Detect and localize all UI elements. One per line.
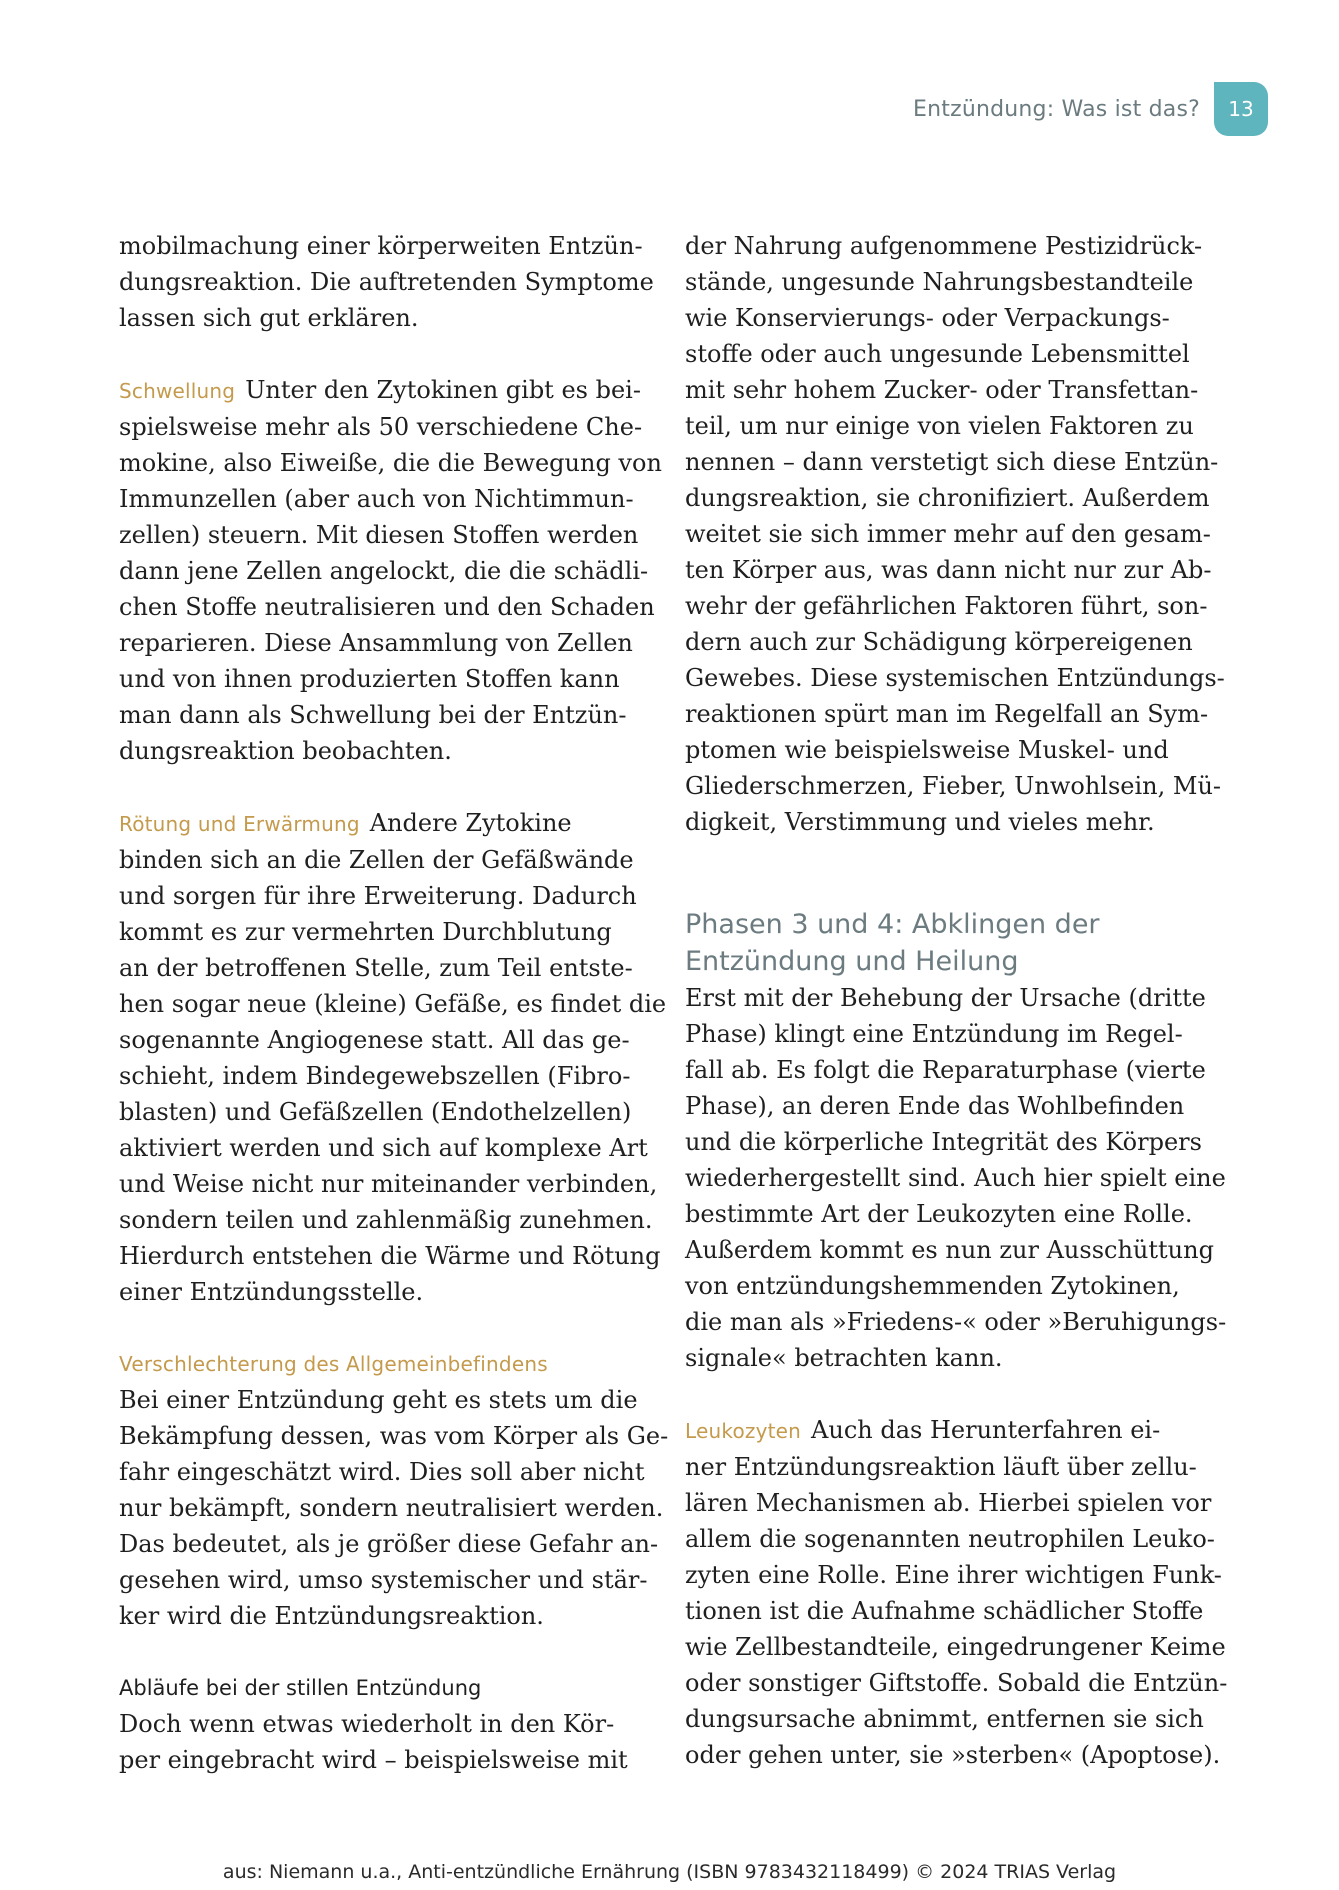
text-line: und von ihnen produzierten Stoffen kann <box>119 665 620 693</box>
text-line: von entzündungshemmenden Zytokinen, <box>685 1272 1180 1300</box>
text-line: schieht, indem Bindegewebszellen (Fibro- <box>119 1062 631 1090</box>
text-line: Bekämpfung dessen, was vom Körper als Ge- <box>119 1422 669 1450</box>
text-line: stoffe oder auch ungesunde Lebensmittel <box>685 340 1190 368</box>
text-line: Hierdurch entstehen die Wärme und Rötung <box>119 1242 661 1270</box>
text-line: ker wird die Entzündungsreaktion. <box>119 1602 544 1630</box>
redness-heading: Rötung und Erwärmung <box>119 812 360 836</box>
text-line: zyten eine Rolle. Eine ihrer wichtigen Funk- <box>685 1561 1222 1589</box>
silent-inflammation-paragraph <box>119 1670 634 1778</box>
text-line <box>119 805 634 842</box>
text-line: wehr der gefährlichen Faktoren führt, son- <box>685 592 1208 620</box>
intro-paragraph <box>119 228 654 336</box>
text-line: Das bedeutet, als je größer diese Gefahr an- <box>119 1530 659 1558</box>
swelling-paragraph <box>119 372 662 769</box>
text-line: Erst mit der Behebung der Ursache (dritte <box>685 984 1206 1012</box>
text-line: oder gehen unter, sie »sterben« (Apoptose). <box>685 1741 1221 1769</box>
text-line: ptomen wie beispielsweise Muskel- und <box>685 736 1169 764</box>
text-line-rest: Unter den Zytokinen gibt es bei- <box>245 376 641 404</box>
text-line: Gewebes. Diese systemischen Entzündungs- <box>685 664 1225 692</box>
text-line: wiederhergestellt sind. Auch hier spielt eine <box>685 1164 1226 1192</box>
text-line: die man als »Friedens-« oder »Beruhigungs- <box>685 1308 1227 1336</box>
text-line: lären Mechanismen ab. Hierbei spielen vor <box>685 1489 1212 1517</box>
text-line-rest: Auch das Herunterfahren ei- <box>811 1416 1161 1444</box>
text-line: signale« betrachten kann. <box>685 1344 1003 1372</box>
text-line: Phase) klingt eine Entzündung im Regel- <box>685 1020 1183 1048</box>
text-line: wie Zellbestandteile, eingedrungener Keime <box>685 1633 1226 1661</box>
section-title-phases <box>685 906 1205 980</box>
text-line: weitet sie sich immer mehr auf den gesam- <box>685 520 1211 548</box>
continuation-paragraph <box>685 228 1225 840</box>
text-line: einer Entzündungsstelle. <box>119 1278 424 1306</box>
text-line: kommt es zur vermehrten Durchblutung <box>119 918 612 946</box>
text-line: mit sehr hohem Zucker- oder Transfettan- <box>685 376 1199 404</box>
text-line: dungsursache abnimmt, entfernen sie sich <box>685 1705 1204 1733</box>
text-line: binden sich an die Zellen der Gefäßwände <box>119 846 634 874</box>
text-line: allem die sogenannten neutrophilen Leuko- <box>685 1525 1215 1553</box>
text-line: dungsreaktion, sie chronifiziert. Außerdem <box>685 484 1210 512</box>
section-title-line: Phasen 3 und 4: Abklingen der <box>685 909 1100 940</box>
text-line-rest: Andere Zytokine <box>369 809 572 837</box>
text-line: Phase), an deren Ende das Wohlbefinden <box>685 1092 1185 1120</box>
text-line: tionen ist die Aufnahme schädlicher Stoffe <box>685 1597 1204 1625</box>
page-header <box>913 84 1268 134</box>
text-line: dungsreaktion beobachten. <box>119 737 452 765</box>
text-line: sondern teilen und zahlenmäßig zunehmen. <box>119 1206 653 1234</box>
text-line: an der betroffenen Stelle, zum Teil entste- <box>119 954 633 982</box>
section-title-line: Entzündung und Heilung <box>685 946 1019 977</box>
text-line: und Weise nicht nur miteinander verbinden, <box>119 1170 658 1198</box>
text-line <box>685 1412 1205 1449</box>
wellbeing-heading: Verschlechterung des Allgemeinbefindens <box>119 1352 548 1376</box>
text-line: reparieren. Diese Ansammlung von Zellen <box>119 629 633 657</box>
text-line: reaktionen spürt man im Regelfall an Sym- <box>685 700 1209 728</box>
text-line: stände, ungesunde Nahrungsbestandteile <box>685 268 1194 296</box>
text-line: dungsreaktion. Die auftretenden Symptome <box>119 268 654 296</box>
copyright-footer: aus: Niemann u.a., Anti-entzündliche Ernährung (ISBN 9783432118499) © 2024 TRIAS Verlag <box>222 1861 1117 1883</box>
text-line: der Nahrung aufgenommene Pestizidrück- <box>685 232 1203 260</box>
swelling-heading: Schwellung <box>119 379 236 403</box>
text-line: zellen) steuern. Mit diesen Stoffen werden <box>119 521 639 549</box>
text-line: mokine, also Eiweiße, die die Bewegung von <box>119 449 662 477</box>
leukocytes-heading: Leukozyten <box>685 1419 802 1443</box>
text-line: dann jene Zellen angelockt, die die schädli- <box>119 557 649 585</box>
text-line: ten Körper aus, was dann nicht nur zur Ab- <box>685 556 1212 584</box>
text-line: nur bekämpft, sondern neutralisiert werden. <box>119 1494 664 1522</box>
text-line: sogenannte Angiogenese statt. All das ge- <box>119 1026 630 1054</box>
running-title: Entzündung: Was ist das? <box>913 96 1200 122</box>
text-line: spielsweise mehr als 50 verschiedene Che- <box>119 413 643 441</box>
text-line: Immunzellen (aber auch von Nichtimmun- <box>119 485 634 513</box>
text-line: nennen – dann verstetigt sich diese Entzün- <box>685 448 1219 476</box>
text-line: und die körperliche Integrität des Körpers <box>685 1128 1202 1156</box>
text-line: Bei einer Entzündung geht es stets um die <box>119 1386 638 1414</box>
text-line: per eingebracht wird – beispielsweise mit <box>119 1746 628 1774</box>
text-line: aktiviert werden und sich auf komplexe Art <box>119 1134 648 1162</box>
text-line: fall ab. Es folgt die Reparaturphase (vierte <box>685 1056 1206 1084</box>
silent-inflammation-heading: Abläufe bei der stillen Entzündung <box>119 1676 482 1700</box>
text-line: oder sonstiger Giftstoffe. Sobald die Entzün- <box>685 1669 1228 1697</box>
text-line: Außerdem kommt es nun zur Ausschüttung <box>685 1236 1214 1264</box>
redness-paragraph <box>119 805 667 1310</box>
right-column <box>685 228 1228 1773</box>
page-number-badge: 13 <box>1214 82 1268 136</box>
text-line: lassen sich gut erklären. <box>119 304 419 332</box>
text-line: bestimmte Art der Leukozyten eine Rolle. <box>685 1200 1193 1228</box>
left-column <box>119 228 669 1778</box>
wellbeing-paragraph <box>119 1346 669 1634</box>
text-line: dern auch zur Schädigung körpereigenen <box>685 628 1193 656</box>
text-line: man dann als Schwellung bei der Entzün- <box>119 701 627 729</box>
text-line: Doch wenn etwas wiederholt in den Kör- <box>119 1710 615 1738</box>
text-line <box>119 372 641 409</box>
text-line: chen Stoffe neutralisieren und den Schaden <box>119 593 655 621</box>
text-line: mobilmachung einer körperweiten Entzün- <box>119 232 643 260</box>
text-line: Gliederschmerzen, Fieber, Unwohlsein, Mü- <box>685 772 1222 800</box>
text-line: gesehen wird, umso systemischer und stär- <box>119 1566 648 1594</box>
text-line: und sorgen für ihre Erweiterung. Dadurch <box>119 882 637 910</box>
phases-paragraph <box>685 980 1227 1376</box>
text-line: fahr eingeschätzt wird. Dies soll aber nicht <box>119 1458 645 1486</box>
text-line: hen sogar neue (kleine) Gefäße, es findet die <box>119 990 667 1018</box>
text-line: digkeit, Verstimmung und vieles mehr. <box>685 808 1155 836</box>
text-line: ner Entzündungsreaktion läuft über zellu- <box>685 1453 1197 1481</box>
text-line: blasten) und Gefäßzellen (Endothelzellen) <box>119 1098 632 1126</box>
leukocytes-paragraph <box>685 1412 1228 1773</box>
text-line: wie Konservierungs- oder Verpackungs- <box>685 304 1170 332</box>
text-line: teil, um nur einige von vielen Faktoren zu <box>685 412 1194 440</box>
